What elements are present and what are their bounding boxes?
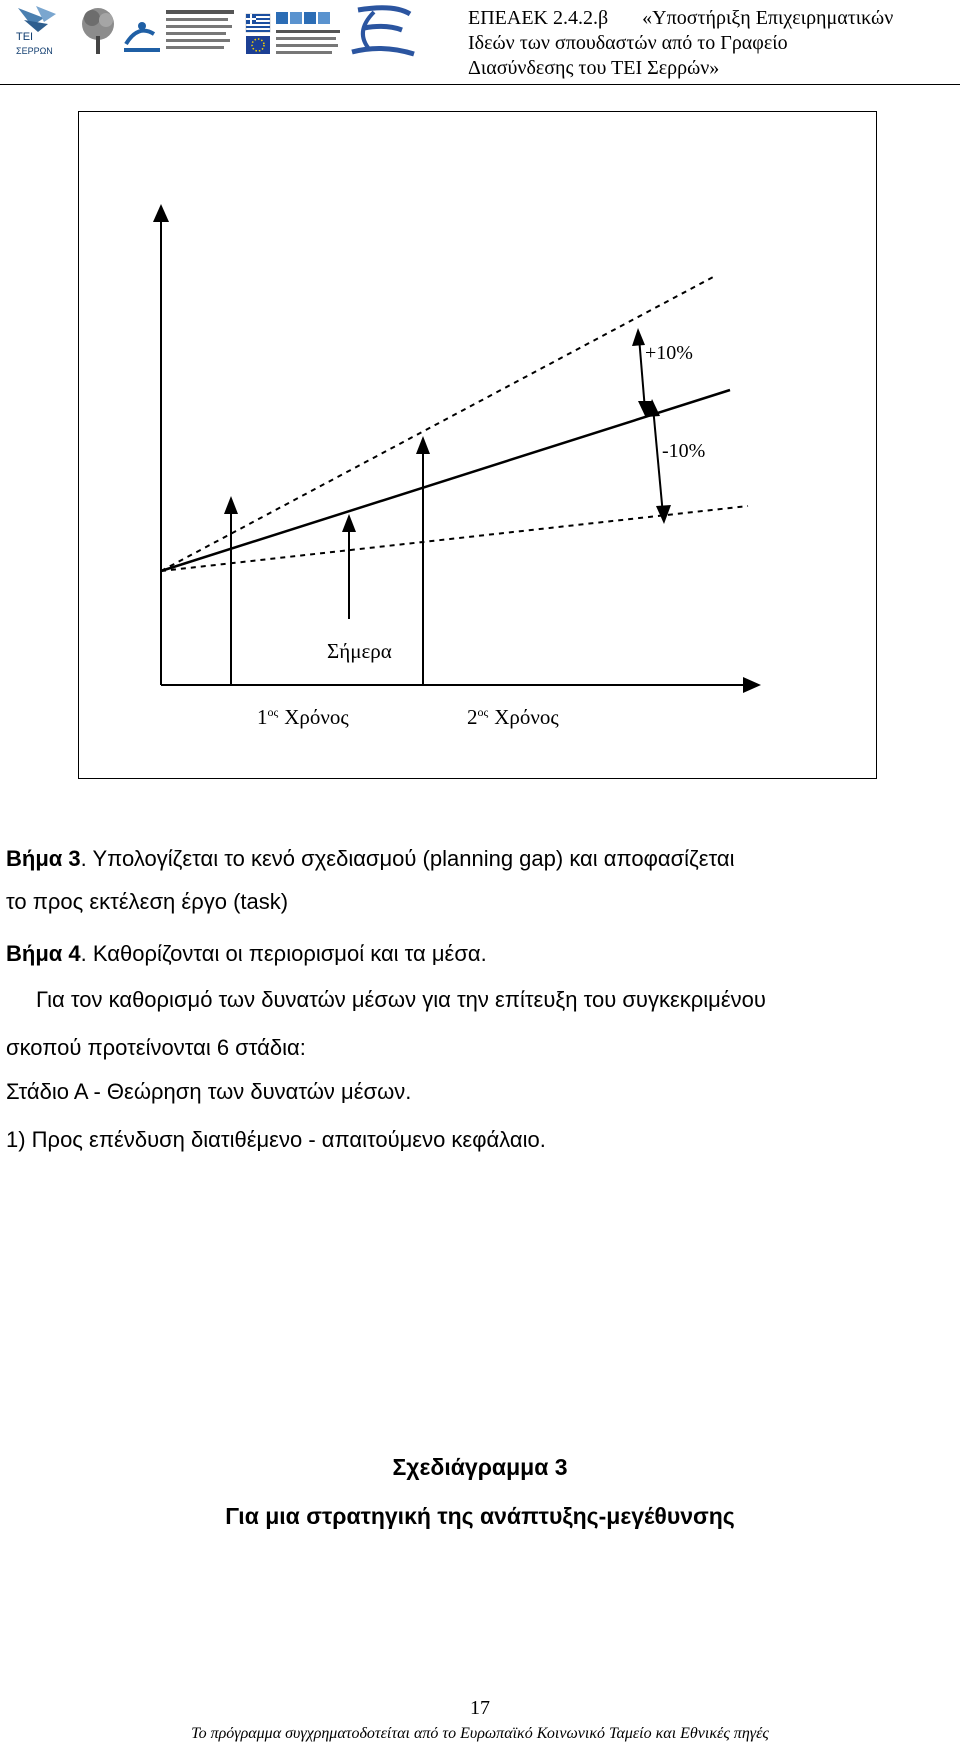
year1-arrowhead [224, 496, 238, 514]
epeaek-logo [352, 8, 414, 54]
plan-solid-line [161, 390, 730, 571]
x-axis-arrowhead [743, 677, 761, 693]
tree-logo [82, 8, 114, 54]
runner-logo [124, 22, 160, 52]
stage-a-line: Στάδιο Α - Θεώρηση των δυνατών μέσων. [6, 1079, 412, 1104]
page-header [0, 0, 960, 85]
step3-text: . Υπολογίζεται το κενό σχεδιασμού (planning gap) και αποφασίζεται [80, 846, 735, 871]
today-arrowhead [342, 514, 356, 532]
greek-flag [246, 14, 270, 32]
step3-continuation: το προς εκτέλεση έργο (task) [6, 889, 289, 914]
sponsor-logos [14, 4, 444, 60]
header-title-line2: Ιδεών των σπουδαστών από το Γραφείο [468, 32, 788, 54]
eu-flag [246, 36, 270, 54]
diagram-subtitle: Για μια στρατηγική της ανάπτυξης-μεγέθυνσης [225, 1503, 735, 1529]
svg-text:ΣΕΡΡΩΝ: ΣΕΡΡΩΝ [16, 46, 53, 56]
step4-paragraph [6, 940, 487, 968]
planning-gap-figure [78, 111, 877, 779]
planning-gap-diagram [79, 112, 876, 778]
minus-ten-label: -10% [662, 440, 706, 462]
means-paragraph-cont: σκοπού προτείνονται 6 στάδια: [6, 1035, 306, 1060]
header-title-line1: «Υποστήριξη Επιχειρηματικών [642, 7, 894, 29]
item-1-line: 1) Προς επένδυση διατιθέμενο - απαιτούμενο κεφάλαιο. [6, 1127, 546, 1152]
step4-label: Βήμα 4 [6, 941, 81, 966]
means-paragraph: Για τον καθορισμό των δυνατών μέσων για την επίτευξη του συγκεκριμένου [36, 987, 766, 1012]
step4-text: . Καθορίζονται οι περιορισμοί και τα μέσα. [80, 941, 487, 966]
year2-label: $2^{o\varsigma}$ Χρόνος [467, 705, 559, 729]
today-label: Σήμερα [327, 639, 392, 663]
page-number: 17 [470, 1697, 490, 1719]
y-axis-arrowhead [153, 204, 169, 222]
header-program-code: ΕΠΕΑΕΚ 2.4.2.β [468, 7, 609, 29]
step3-paragraph [6, 845, 735, 873]
upper-dashed-line [161, 276, 715, 571]
paideia-logo [276, 12, 340, 54]
diagram-title: Σχεδιάγραμμα 3 [392, 1454, 568, 1480]
year1-label: $1^{o\varsigma}$ Χρόνος [257, 705, 349, 729]
funding-footer: Το πρόγραμμα συγχρηματοδοτείται από το Ευρωπαϊκό Κοινωνικό Ταμείο και Εθνικές πηγές [191, 1725, 769, 1742]
year2-arrowhead [416, 436, 430, 454]
svg-text:ΤΕΙ: ΤΕΙ [16, 31, 34, 43]
ministry-logo [166, 10, 234, 49]
plus-ten-label: +10% [645, 342, 693, 364]
plus-gap-arrowhead-top [632, 328, 645, 346]
tei-serron-logo [16, 6, 56, 56]
header-title-line3: Διασύνδεσης του ΤΕΙ Σερρών» [468, 57, 720, 79]
header-program-title [468, 6, 958, 81]
lower-dashed-line [161, 506, 748, 571]
step3-label: Βήμα 3 [6, 846, 81, 871]
